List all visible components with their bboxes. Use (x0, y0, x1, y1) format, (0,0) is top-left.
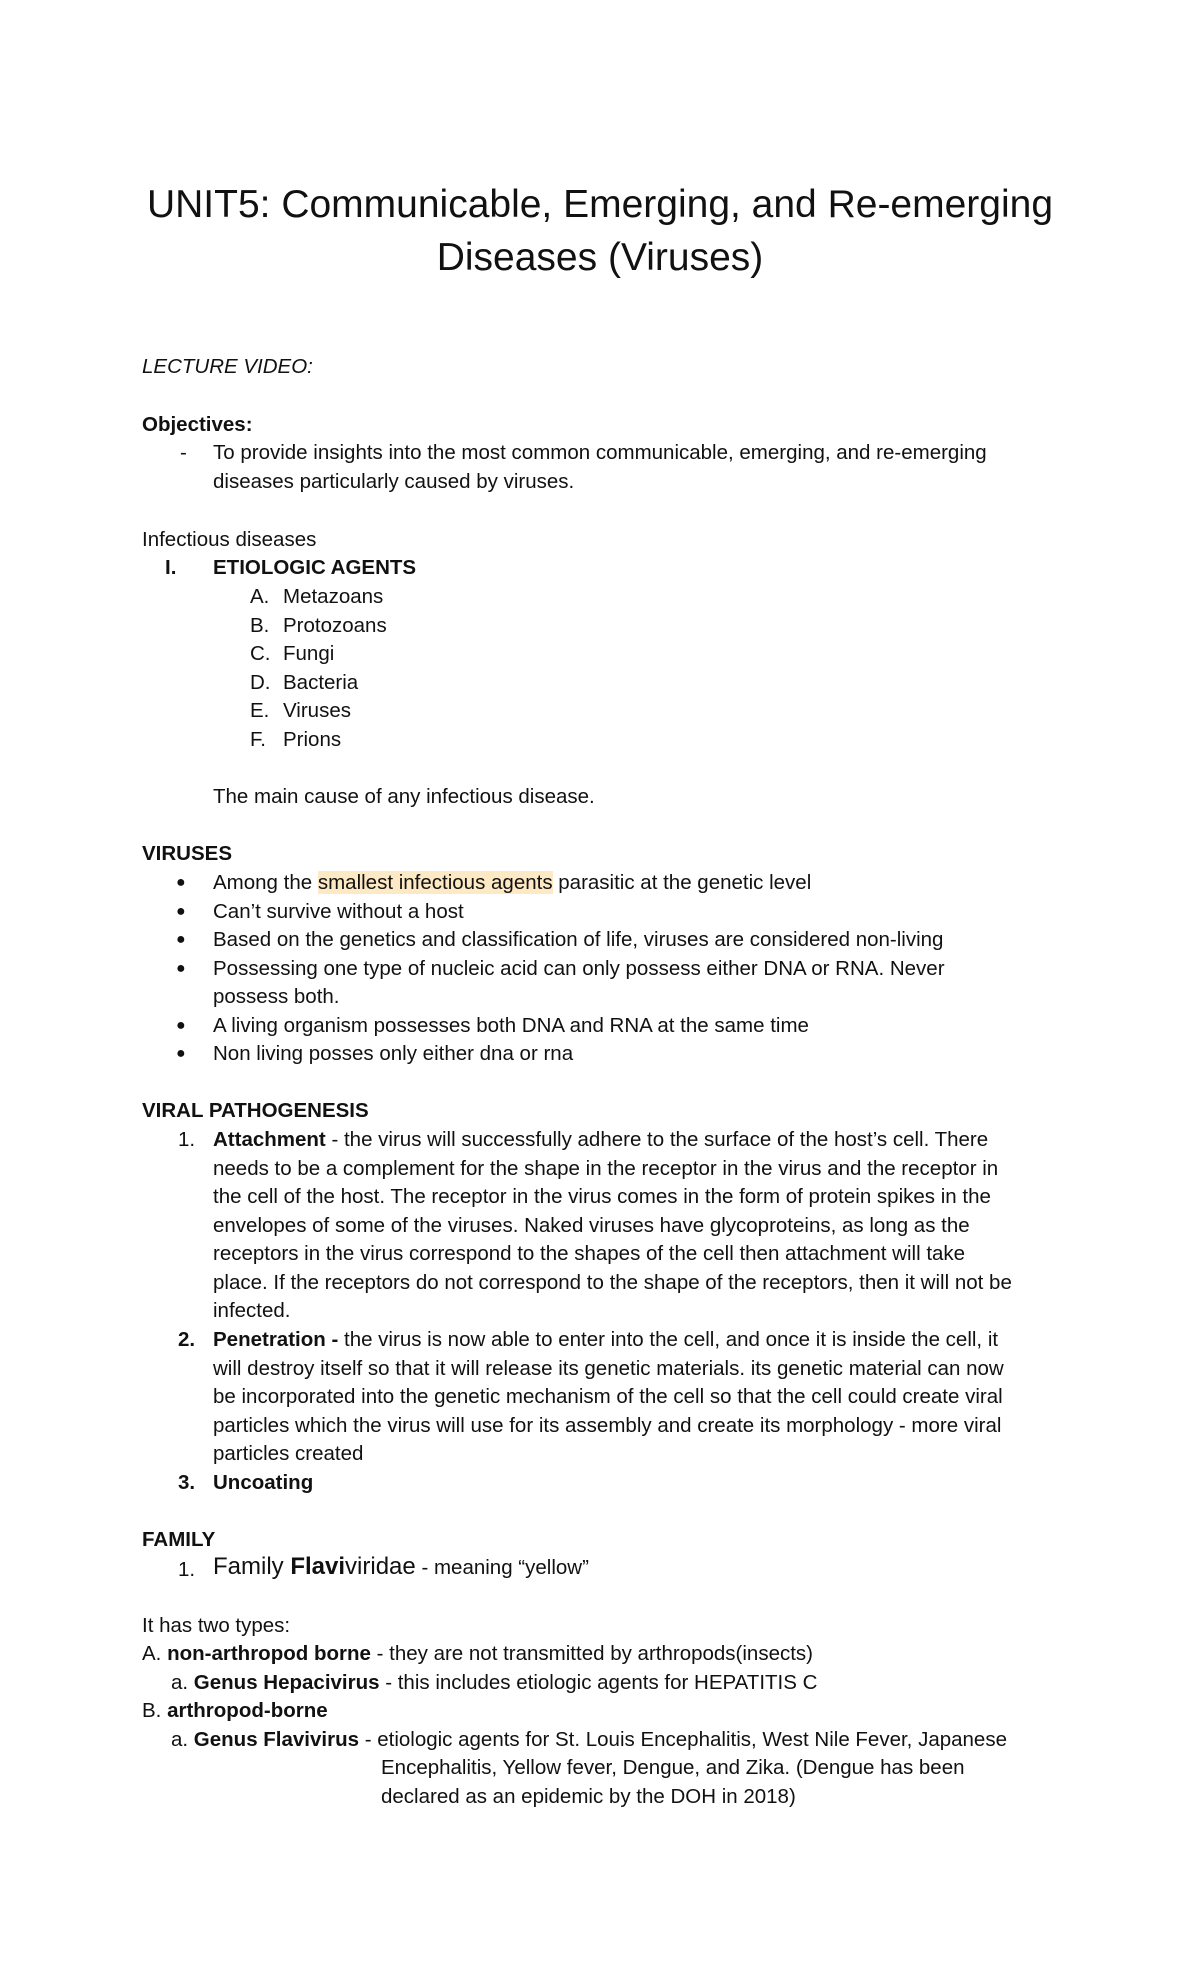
list-number: 1. (178, 1558, 196, 1581)
uncoating-item: Uncoating (213, 1471, 314, 1494)
type-a-genus: a. Genus Hepacivirus - this includes etiologic agents for HEPATITIS C (171, 1671, 818, 1694)
attachment-item: Attachment - the virus will successfully adhere to the surface of the host’s cell. There (213, 1128, 989, 1151)
objectives-heading: Objectives: (142, 413, 253, 436)
lecture-video-label: LECTURE VIDEO: (142, 355, 313, 378)
agent-item: Bacteria (283, 671, 359, 694)
infectious-note: The main cause of any infectious disease. (213, 785, 595, 808)
document-title (100, 178, 1100, 284)
pathogenesis-heading: VIRAL PATHOGENESIS (142, 1099, 369, 1122)
virus-bullet-4-cont: possess both. (213, 985, 340, 1008)
virus-bullet-4: Possessing one type of nucleic acid can only possess either DNA or RNA. Never (213, 957, 945, 980)
bullet-dot: ● (176, 1017, 186, 1034)
family-heading: FAMILY (142, 1528, 216, 1551)
type-a: A. non-arthropod borne - they are not transmitted by arthropods(insects) (142, 1642, 814, 1665)
objective-line-1: To provide insights into the most common communicable, emerging, and re-emerging (213, 441, 987, 464)
agent-marker: E. (250, 699, 270, 722)
roman-numeral: I. (165, 556, 177, 579)
attachment-text: envelopes of some of the viruses. Naked viruses have glycoproteins, as long as the (213, 1214, 970, 1237)
penetration-text: be incorporated into the genetic mechanism of the cell so that the cell could create viral (213, 1385, 1003, 1408)
agent-marker: B. (250, 614, 270, 637)
penetration-text: will destroy itself so that it will release its genetic materials. its genetic material can now (213, 1357, 1004, 1380)
attachment-text: needs to be a complement for the shape in the receptor in the virus and the receptor in (213, 1157, 999, 1180)
penetration-item: Penetration - the virus is now able to enter into the cell, and once it is inside the cell, it (213, 1328, 999, 1351)
etiologic-agents-heading: ETIOLOGIC AGENTS (213, 556, 417, 579)
type-b-genus-cont: Encephalitis, Yellow fever, Dengue, and Zika. (Dengue has been (381, 1756, 965, 1779)
objective-dash: - (180, 441, 187, 464)
list-number: 2. (178, 1328, 196, 1351)
type-b-genus: a. Genus Flavivirus - etiologic agents for St. Louis Encephalitis, West Nile Fever, Japanese (171, 1728, 1007, 1751)
bullet-dot: ● (176, 874, 186, 891)
virus-bullet-5: A living organism possesses both DNA and RNA at the same time (213, 1014, 809, 1037)
agent-item: Prions (283, 728, 342, 751)
type-b: B. arthropod-borne (142, 1699, 328, 1722)
agent-marker: A. (250, 585, 270, 608)
type-b-genus-cont: declared as an epidemic by the DOH in 2018) (381, 1785, 796, 1808)
list-number: 3. (178, 1471, 196, 1494)
family-flaviviridae: Family Flaviviridae - meaning “yellow” (213, 1553, 589, 1580)
highlighted-text: smallest infectious agents (317, 871, 553, 894)
penetration-text: particles which the virus will use for its assembly and create its morphology - more viral (213, 1414, 1002, 1437)
attachment-text: infected. (213, 1299, 291, 1322)
bullet-dot: ● (176, 960, 186, 977)
agent-marker: C. (250, 642, 271, 665)
attachment-text: receptors in the virus correspond to the shapes of the cell then attachment will take (213, 1242, 966, 1265)
bullet-dot: ● (176, 1045, 186, 1062)
penetration-text: particles created (213, 1442, 364, 1465)
agent-item: Protozoans (283, 614, 387, 637)
agent-item: Fungi (283, 642, 335, 665)
agent-item: Viruses (283, 699, 351, 722)
infectious-heading: Infectious diseases (142, 528, 317, 551)
agent-marker: F. (250, 728, 266, 751)
types-intro: It has two types: (142, 1614, 291, 1637)
title-line-1: UNIT5: Communicable, Emerging, and Re-emerging (146, 183, 1054, 226)
bullet-dot: ● (176, 903, 186, 920)
virus-bullet-6: Non living posses only either dna or rna (213, 1042, 574, 1065)
bullet-dot: ● (176, 931, 186, 948)
list-number: 1. (178, 1128, 196, 1151)
agent-marker: D. (250, 671, 271, 694)
objective-line-2: diseases particularly caused by viruses. (213, 470, 575, 493)
attachment-text: place. If the receptors do not correspond to the shape of the receptors, then it will not be (213, 1271, 1012, 1294)
title-line-2: Diseases (Viruses) (436, 236, 764, 279)
virus-bullet-2: Can’t survive without a host (213, 900, 464, 923)
virus-bullet-1: Among the smallest infectious agents parasitic at the genetic level (213, 871, 812, 894)
agent-item: Metazoans (283, 585, 384, 608)
virus-bullet-3: Based on the genetics and classification of life, viruses are considered non-living (213, 928, 944, 951)
attachment-text: the cell of the host. The receptor in the virus comes in the form of protein spikes in the (213, 1185, 991, 1208)
viruses-heading: VIRUSES (142, 842, 232, 865)
